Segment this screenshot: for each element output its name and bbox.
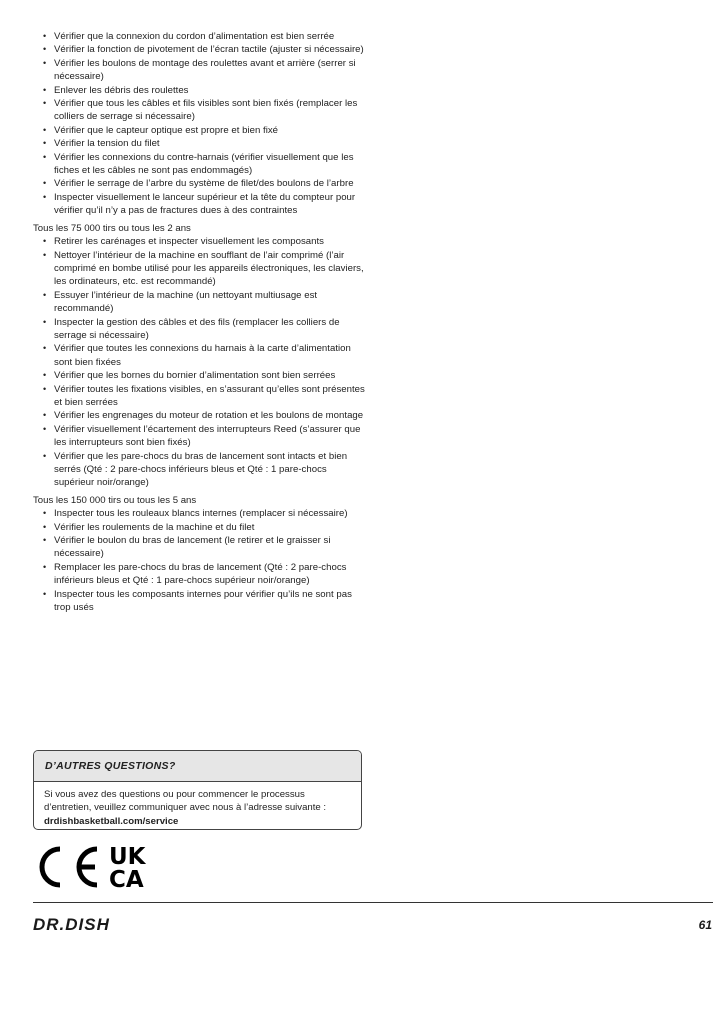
list-item: • Vérifier les connexions du contre-harnais (vérifier visuellement que les fiches et les câbles ne sont pas endommagés) xyxy=(33,151,365,178)
list-item: • Vérifier que la connexion du cordon d’alimentation est bien serrée xyxy=(33,30,365,43)
ukca-mark-icon: UK xyxy=(109,844,146,870)
maintenance-content xyxy=(33,30,365,614)
section3-list xyxy=(33,507,365,614)
footer-divider xyxy=(33,902,713,903)
questions-body xyxy=(34,782,361,828)
list-item: • Vérifier toutes les fixations visibles, en s’assurant qu’elles sont présentes et bien serrées xyxy=(33,383,365,410)
list-item: • Vérifier que tous les câbles et fils visibles sont bien fixés (remplacer les colliers de serrage si nécessaire) xyxy=(33,97,365,124)
list-item: • Inspecter tous les rouleaux blancs internes (remplacer si nécessaire) xyxy=(33,507,365,520)
conformity-marks xyxy=(33,842,163,892)
section1-list xyxy=(33,30,365,218)
section2-heading: Tous les 75 000 tirs ou tous les 2 ans xyxy=(33,222,191,234)
list-item: • Inspecter visuellement le lanceur supérieur et la tête du compteur pour vérifier qu’il n’y a pas de fractures dues à des contraintes xyxy=(33,191,365,218)
list-item: • Enlever les débris des roulettes xyxy=(33,84,365,97)
questions-text: Si vous avez des questions ou pour commencer le processus d’entretien, veuillez communiquer avec nous à l’adresse suivante : xyxy=(44,789,327,814)
list-item: • Inspecter tous les composants internes pour vérifier qu’ils ne sont pas trop usés xyxy=(33,588,365,615)
ukca-mark-icon-2: CA xyxy=(109,867,144,892)
list-item: • Inspecter la gestion des câbles et des fils (remplacer les colliers de serrage si nécessaire) xyxy=(33,316,365,343)
list-item: • Vérifier les boulons de montage des roulettes avant et arrière (serrer si nécessaire) xyxy=(33,57,365,84)
service-link[interactable]: drdishbasketball.com/service xyxy=(44,815,179,827)
list-item: • Vérifier la tension du filet xyxy=(33,137,365,150)
list-item: • Vérifier que le capteur optique est propre et bien fixé xyxy=(33,124,365,137)
list-item: • Vérifier que les bornes du bornier d’alimentation sont bien serrées xyxy=(33,369,365,382)
list-item: • Nettoyer l’intérieur de la machine en soufflant de l’air comprimé (l’air comprimé en bombe utilisé pour les appareils électroniques, les claviers, les ordinateurs, etc. est recommandé) xyxy=(33,249,365,289)
section3-heading: Tous les 150 000 tirs ou tous les 5 ans xyxy=(33,494,197,506)
brand-logo: DR.DISH xyxy=(33,915,110,934)
list-item: • Vérifier la fonction de pivotement de l’écran tactile (ajuster si nécessaire) xyxy=(33,43,365,56)
list-item: • Remplacer les pare-chocs du bras de lancement (Qté : 2 pare-chocs inférieurs bleus et Qté : 1 pare-chocs supérieur noir/orange) xyxy=(33,561,365,588)
questions-box xyxy=(33,750,362,830)
list-item: • Vérifier visuellement l’écartement des interrupteurs Reed (s’assurer que les interrupteurs sont bien fixés) xyxy=(33,423,365,450)
page-number: 61 xyxy=(698,918,712,932)
list-item: • Vérifier que toutes les connexions du harnais à la carte d’alimentation sont bien fixées xyxy=(33,342,365,369)
list-item: • Vérifier les engrenages du moteur de rotation et les boulons de montage xyxy=(33,409,365,422)
list-item: • Vérifier que les pare-chocs du bras de lancement sont intacts et bien serrés (Qté : 2 pare-chocs inférieurs bleus et Qté : 1 pare-chocs supérieur noir/orange) xyxy=(33,450,365,490)
list-item: • Essuyer l’intérieur de la machine (un nettoyant multiusage est recommandé) xyxy=(33,289,365,316)
questions-title: D’AUTRES QUESTIONS? xyxy=(34,751,361,782)
list-item: • Retirer les carénages et inspecter visuellement les composants xyxy=(33,235,365,248)
list-item: • Vérifier les roulements de la machine et du filet xyxy=(33,521,365,534)
ce-mark-icon xyxy=(33,842,163,892)
section2-list xyxy=(33,235,365,490)
list-item: • Vérifier le boulon du bras de lancement (le retirer et le graisser si nécessaire) xyxy=(33,534,365,561)
list-item: • Vérifier le serrage de l’arbre du système de filet/des boulons de l’arbre xyxy=(33,177,365,190)
